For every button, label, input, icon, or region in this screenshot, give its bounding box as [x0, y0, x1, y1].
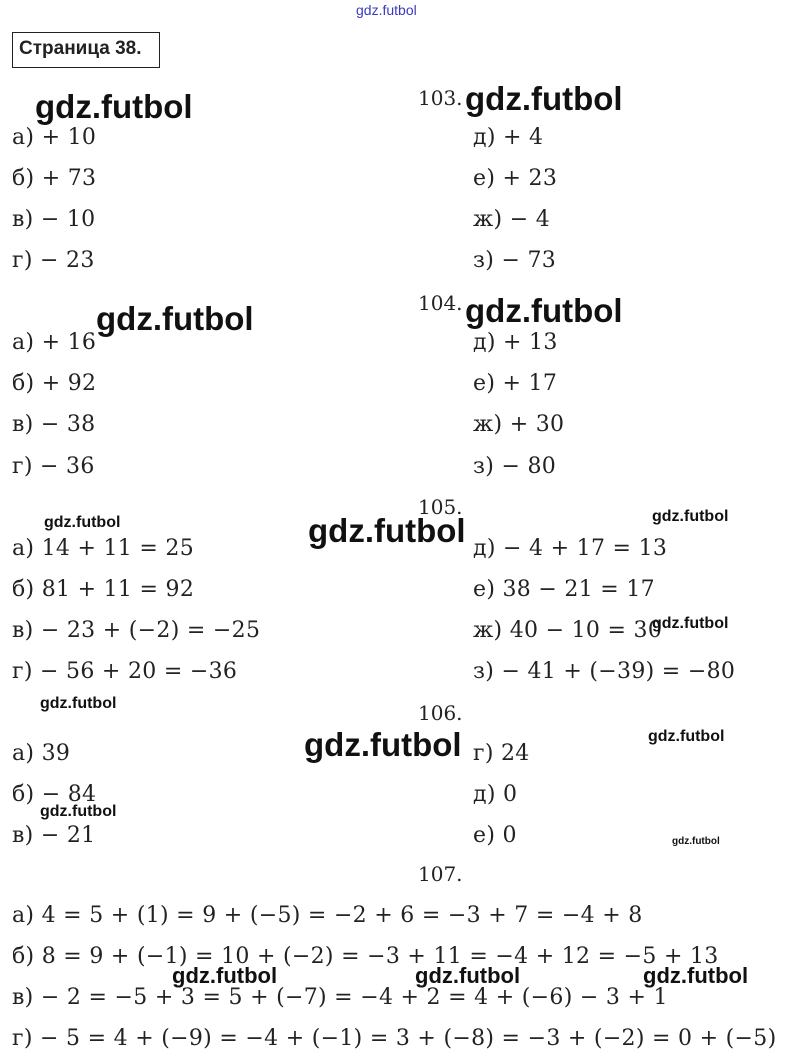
answer-line: з) − 41 + (−39) = −80: [473, 659, 736, 684]
answer-line: б) − 84: [12, 782, 97, 807]
page-number-box: [12, 32, 160, 68]
answer-line: в) − 38: [12, 412, 96, 437]
watermark: gdz.futbol: [35, 88, 193, 125]
answer-line: б) 8 = 9 + (−1) = 10 + (−2) = −3 + 11 = −4 + 12 = −5 + 13: [12, 944, 719, 969]
answer-line: д) 0: [473, 782, 518, 807]
answer-line: д) + 4: [473, 125, 544, 150]
watermark: gdz.futbol: [415, 963, 521, 988]
watermark: gdz.futbol: [96, 300, 254, 337]
answer-line: а) 39: [12, 741, 71, 766]
answer-line: д) − 4 + 17 = 13: [473, 536, 668, 561]
answer-line: е) 38 − 21 = 17: [473, 577, 655, 602]
answer-line: г) 24: [473, 741, 530, 766]
answer-line: б) 81 + 11 = 92: [12, 577, 195, 602]
answer-line: ж) − 4: [473, 207, 551, 232]
watermark: gdz.futbol: [308, 512, 466, 549]
watermark: gdz.futbol: [44, 514, 121, 531]
watermark: gdz.futbol: [652, 508, 729, 525]
answer-line: д) + 13: [473, 330, 558, 355]
watermark: gdz.futbol: [40, 803, 117, 820]
answer-line: з) − 73: [473, 248, 557, 273]
answer-line: г) − 56 + 20 = −36: [12, 659, 238, 684]
task-number-106: 106.: [418, 701, 463, 725]
answer-line: е) + 17: [473, 371, 558, 396]
task-number-103: 103.: [418, 86, 463, 110]
watermark: gdz.futbol: [465, 80, 623, 117]
watermark: gdz.futbol: [652, 615, 729, 632]
answer-line: з) − 80: [473, 454, 557, 479]
answer-line: г) − 23: [12, 248, 95, 273]
watermark: gdz.futbol: [643, 963, 749, 988]
page-label: Страница 38.: [19, 38, 142, 59]
watermark: gdz.futbol: [648, 728, 725, 745]
task-number-107: 107.: [418, 862, 463, 886]
watermark: gdz.futbol: [40, 695, 117, 712]
answer-line: в) − 23 + (−2) = −25: [12, 618, 261, 643]
answer-line: ж) + 30: [473, 412, 565, 437]
watermark: gdz.futbol: [304, 726, 462, 763]
answer-line: а) 4 = 5 + (1) = 9 + (−5) = −2 + 6 = −3 + 7 = −4 + 8: [12, 903, 643, 928]
answer-line: е) + 23: [473, 166, 558, 191]
answer-line: а) 14 + 11 = 25: [12, 536, 195, 561]
watermark: gdz.futbol: [172, 963, 278, 988]
watermark: gdz.futbol: [465, 292, 623, 329]
watermark: gdz.futbol: [672, 836, 720, 847]
answer-line: в) − 21: [12, 823, 96, 848]
answer-line: е) 0: [473, 823, 517, 848]
answer-line: г) − 36: [12, 454, 95, 479]
answer-line: ж) 40 − 10 = 30: [473, 618, 663, 643]
answer-line: б) + 92: [12, 371, 97, 396]
task-number-104: 104.: [418, 291, 463, 315]
answer-line: г) − 5 = 4 + (−9) = −4 + (−1) = 3 + (−8) = −3 + (−2) = 0 + (−5): [12, 1026, 777, 1051]
answer-line: в) − 10: [12, 207, 96, 232]
answer-line: б) + 73: [12, 166, 97, 191]
answer-line: а) + 16: [12, 330, 97, 355]
site-header-link[interactable]: gdz.futbol: [356, 2, 417, 18]
answer-line: а) + 10: [12, 125, 97, 150]
answer-line: в) − 2 = −5 + 3 = 5 + (−7) = −4 + 2 = 4 + (−6) − 3 + 1: [12, 985, 668, 1010]
task-number-105: 105.: [418, 495, 463, 519]
